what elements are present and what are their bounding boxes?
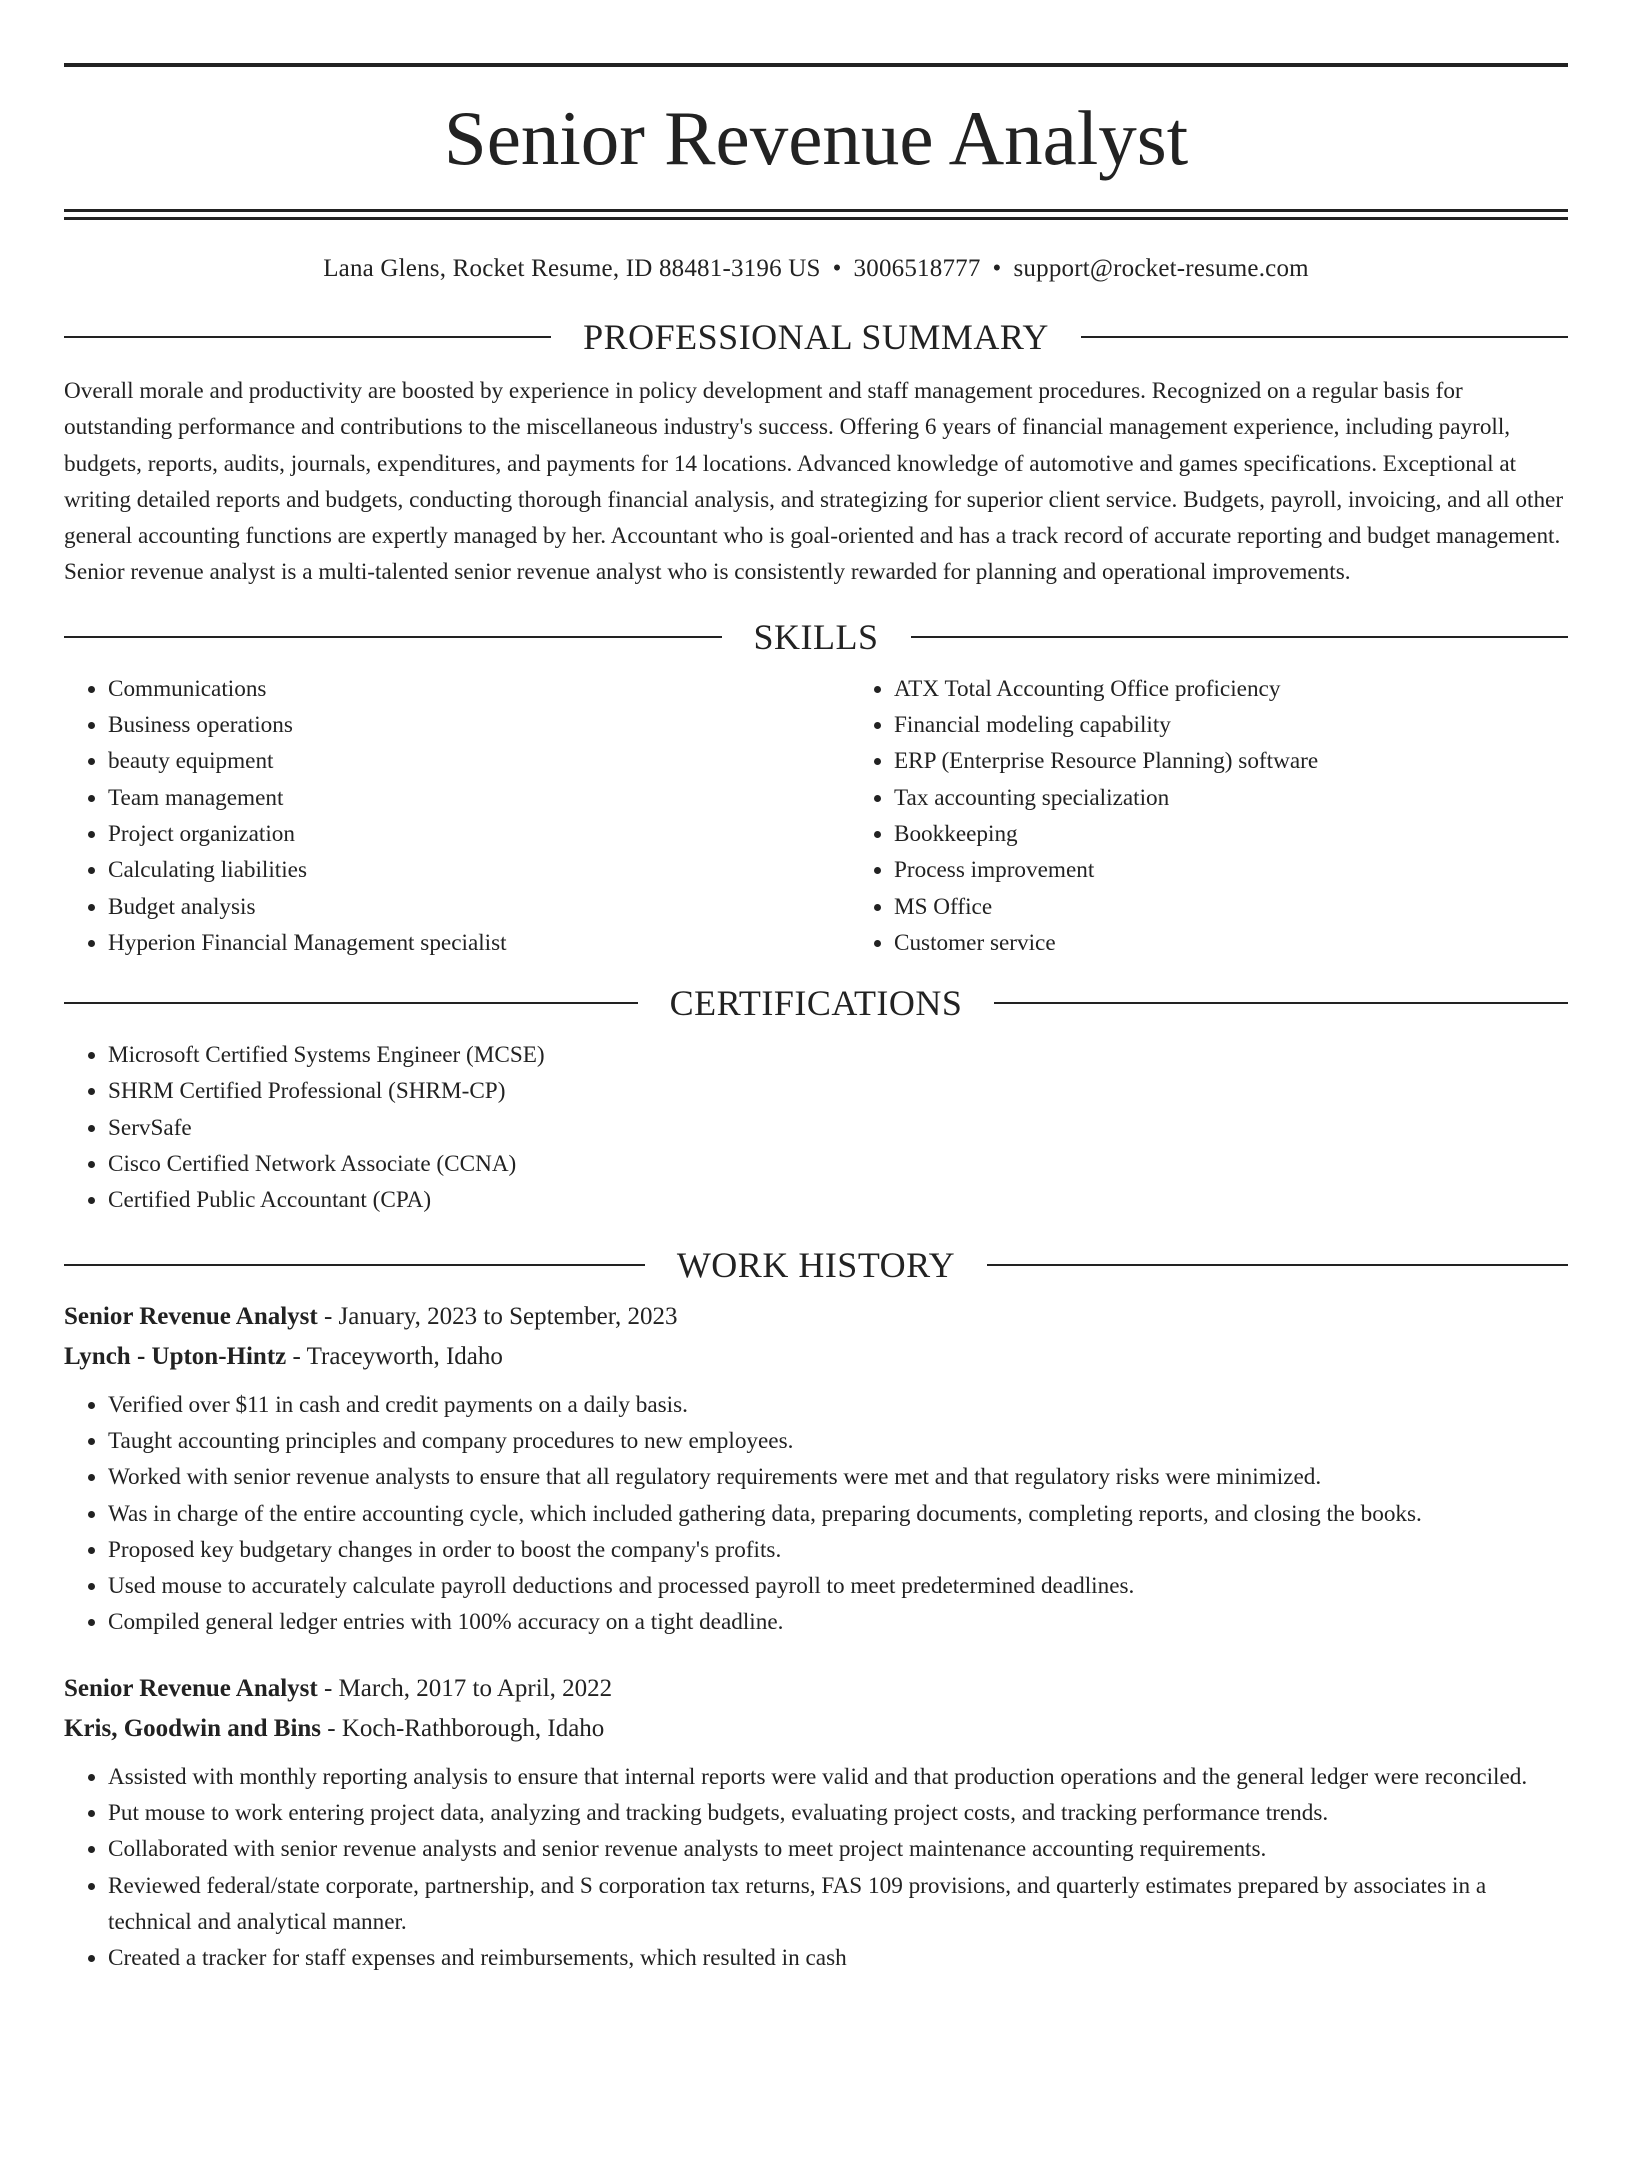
contact-email[interactable]: support@rocket-resume.com xyxy=(1013,255,1309,282)
skill-item: • ERP (Enterprise Resource Planning) software xyxy=(894,743,1568,779)
skill-item: • Process improvement xyxy=(894,852,1568,888)
job-bullet: • Worked with senior revenue analysts to ensure that all regulatory requirements were met and that regulatory risks were minimized. xyxy=(108,1459,1568,1495)
job-bullet: • Used mouse to accurately calculate payroll deductions and processed payroll to meet predetermined deadlines. xyxy=(108,1568,1568,1604)
certifications-heading xyxy=(64,983,1568,1023)
heading-rule-left xyxy=(64,336,551,338)
job-bullet: • Reviewed federal/state corporate, partnership, and S corporation tax returns, FAS 109 provisions, and quarterly estimates prepared by associates in a technical and analytical manner. xyxy=(108,1868,1568,1941)
skills-heading xyxy=(64,617,1568,657)
skill-item: • Tax accounting specialization xyxy=(894,780,1568,816)
skill-item: • Hyperion Financial Management specialist xyxy=(108,925,850,961)
resume-title: Senior Revenue Analyst xyxy=(443,94,1189,181)
summary-text: Overall morale and productivity are boosted by experience in policy development and staff management procedures. Recognized on a regular basis for outstanding performance and contributions to the miscellaneous industry's success. Offering 6 years of financial management experience, including payroll, budgets, reports, audits, journals, expenditures, and payments for 14 locations. Advanced knowledge of automotive and games specifications. Exceptional at writing detailed reports and budgets, conducting thorough financial analysis, and strategizing for superior client service. Budgets, payroll, invoicing, and all other general accounting functions are expertly managed by her. Accountant who is goal-oriented and has a track record of accurate reporting and budget management. Senior revenue analyst is a multi-talented senior revenue analyst who is consistently rewarded for planning and operational improvements. xyxy=(64,378,1564,586)
heading-rule-right xyxy=(1081,336,1568,338)
skills-list-right xyxy=(850,671,1568,961)
job-company: Lynch - Upton-Hintz xyxy=(64,1342,287,1370)
skill-item: • Budget analysis xyxy=(108,889,850,925)
skill-item: • Team management xyxy=(108,780,850,816)
job-location: - Traceyworth, Idaho xyxy=(286,1342,503,1370)
job-bullet: • Proposed key budgetary changes in order to boost the company's profits. xyxy=(108,1532,1568,1568)
summary-heading-label: PROFESSIONAL SUMMARY xyxy=(583,317,1049,357)
job-bullet: • Collaborated with senior revenue analysts and senior revenue analysts to meet project maintenance accounting requirements. xyxy=(108,1831,1568,1867)
skill-item: • Bookkeeping xyxy=(894,816,1568,852)
job-bullets xyxy=(64,1759,1568,1977)
job-title: Senior Revenue Analyst xyxy=(64,1674,318,1702)
job-dates: - March, 2017 to April, 2022 xyxy=(317,1674,613,1702)
contact-line xyxy=(64,254,1568,284)
job-entry xyxy=(64,1669,1568,1977)
job-bullet: • Verified over $11 in cash and credit payments on a daily basis. xyxy=(108,1387,1568,1423)
skills-list-left xyxy=(64,671,850,961)
work-history-heading xyxy=(64,1245,1568,1285)
skill-item: • Communications xyxy=(108,671,850,707)
heading-rule-left xyxy=(64,1002,638,1004)
certifications-list xyxy=(64,1037,1568,1218)
job-bullet: • Taught accounting principles and company procedures to new employees. xyxy=(108,1423,1568,1459)
job-company: Kris, Goodwin and Bins xyxy=(64,1714,322,1742)
skill-item: • Business operations xyxy=(108,707,850,743)
certification-item: • ServSafe xyxy=(108,1110,1568,1146)
skill-item: • Project organization xyxy=(108,816,850,852)
certifications-heading-label: CERTIFICATIONS xyxy=(669,983,963,1024)
job-bullet: • Put mouse to work entering project data, analyzing and tracking budgets, evaluating project costs, and tracking performance trends. xyxy=(108,1795,1568,1831)
certification-item: • SHRM Certified Professional (SHRM-CP) xyxy=(108,1073,1568,1109)
job-bullets xyxy=(64,1387,1568,1641)
job-title-line xyxy=(64,1297,1568,1337)
certification-item: • Cisco Certified Network Associate (CCNA) xyxy=(108,1146,1568,1182)
skill-item: • Customer service xyxy=(894,925,1568,961)
job-bullet: • Compiled general ledger entries with 100% accuracy on a tight deadline. xyxy=(108,1604,1568,1640)
contact-separator: • xyxy=(832,255,842,282)
job-bullet: • Assisted with monthly reporting analysis to ensure that internal reports were valid and that production operations and the general ledger were reconciled. xyxy=(108,1759,1568,1795)
title-block xyxy=(64,67,1568,209)
skill-item: • Financial modeling capability xyxy=(894,707,1568,743)
certification-item: • Certified Public Accountant (CPA) xyxy=(108,1182,1568,1218)
skill-item: • ATX Total Accounting Office proficiency xyxy=(894,671,1568,707)
heading-rule-left xyxy=(64,636,722,638)
job-dates: - January, 2023 to September, 2023 xyxy=(317,1302,678,1330)
job-bullet: • Was in charge of the entire accounting cycle, which included gathering data, preparing documents, completing reports, and closing the books. xyxy=(108,1496,1568,1532)
job-company-line xyxy=(64,1709,1568,1749)
heading-rule-right xyxy=(987,1264,1568,1266)
skill-item: • Calculating liabilities xyxy=(108,852,850,888)
job-entry xyxy=(64,1297,1568,1641)
skills-heading-label: SKILLS xyxy=(753,616,879,657)
heading-rule-right xyxy=(994,1002,1568,1004)
job-title-line xyxy=(64,1669,1568,1709)
title-double-rule xyxy=(64,209,1568,220)
skill-item: • beauty equipment xyxy=(108,743,850,779)
heading-rule-left xyxy=(64,1264,645,1266)
job-bullet: • Created a tracker for staff expenses and reimbursements, which resulted in cash xyxy=(108,1940,1568,1976)
job-title: Senior Revenue Analyst xyxy=(64,1302,318,1330)
contact-address: Lana Glens, Rocket Resume, ID 88481-3196 US xyxy=(323,255,821,282)
job-location: - Koch-Rathborough, Idaho xyxy=(321,1714,605,1742)
job-company-line xyxy=(64,1337,1568,1377)
skill-item: • MS Office xyxy=(894,889,1568,925)
certification-item: • Microsoft Certified Systems Engineer (MCSE) xyxy=(108,1037,1568,1073)
skills-grid xyxy=(64,671,1568,961)
resume-page xyxy=(0,63,1632,2175)
work-history-heading-label: WORK HISTORY xyxy=(676,1244,956,1285)
heading-rule-right xyxy=(911,636,1569,638)
contact-phone: 3006518777 xyxy=(853,255,981,282)
summary-heading xyxy=(64,317,1568,357)
contact-separator: • xyxy=(992,255,1002,282)
